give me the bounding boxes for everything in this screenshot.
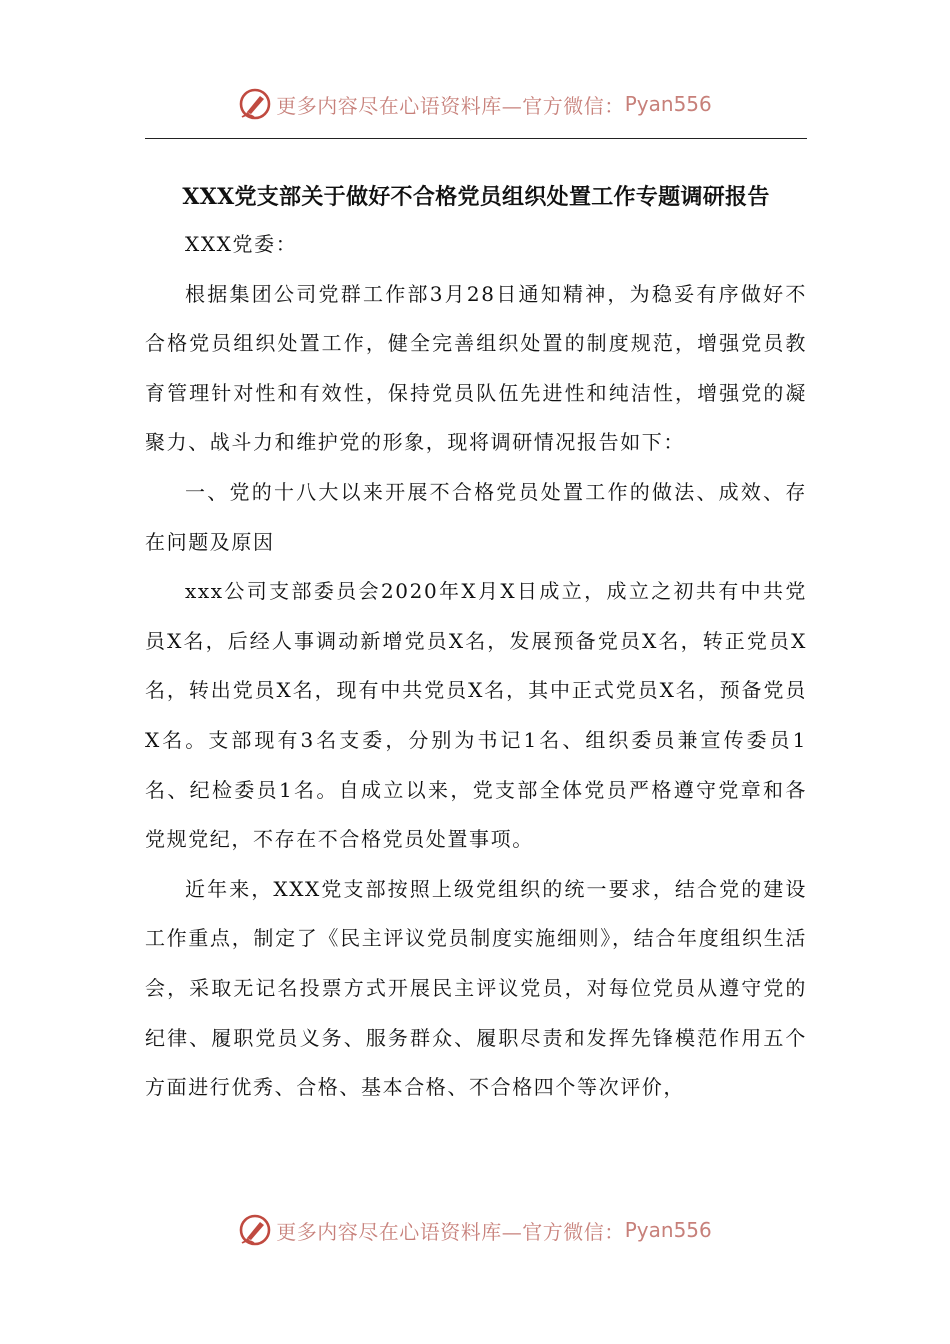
- header-banner-wechat-id: Pyan556: [624, 92, 712, 116]
- pen-circle-logo-icon: [238, 87, 272, 121]
- document-body: [145, 220, 807, 1113]
- pen-circle-logo-icon: [238, 1213, 272, 1247]
- salutation: XXX党委：: [185, 232, 298, 256]
- section-heading-1: 一、党的十八大以来开展不合格党员处置工作的做法、成效、存在问题及原因: [145, 479, 807, 554]
- paragraph-intro: 根据集团公司党群工作部3月28日通知精神，为稳妥有序做好不合格党员组织处置工作，健全完善组织处置的制度规范，增强党员教育管理针对性和有效性，保持党员队伍先进性和纯洁性，增强党的凝聚力、战斗力和维护党的形象，现将调研情况报告如下：: [145, 281, 807, 455]
- header-banner: [0, 84, 950, 124]
- document-title: XXX党支部关于做好不合格党员组织处置工作专题调研报告: [182, 184, 770, 210]
- paragraph-recent-work: 近年来，XXX党支部按照上级党组织的统一要求，结合党的建设工作重点，制定了《民主评议党员制度实施细则》，结合年度组织生活会，采取无记名投票方式开展民主评议党员，对每位党员从遵守党的纪律、履职党员义务、服务群众、履职尽责和发挥先锋模范作用五个方面进行优秀、合格、基本合格、不合格四个等次评价，: [145, 876, 807, 1100]
- footer-banner-wechat-id: Pyan556: [624, 1218, 712, 1242]
- header-banner-text: 更多内容尽在心语资料库—官方微信：: [276, 93, 625, 118]
- header-divider: [145, 138, 807, 139]
- footer-banner: [0, 1210, 950, 1250]
- footer-banner-text: 更多内容尽在心语资料库—官方微信：: [276, 1219, 625, 1244]
- paragraph-branch-overview: xxx公司支部委员会2020年X月X日成立，成立之初共有中共党员X名，后经人事调动新增党员X名，发展预备党员X名，转正党员X名，转出党员X名，现有中共党员X名，其中正式党员X名，预备党员X名。支部现有3名支委，分别为书记1名、组织委员兼宣传委员1名、纪检委员1名。自成立以来，党支部全体党员严格遵守党章和各党规党纪，不存在不合格党员处置事项。: [145, 579, 807, 852]
